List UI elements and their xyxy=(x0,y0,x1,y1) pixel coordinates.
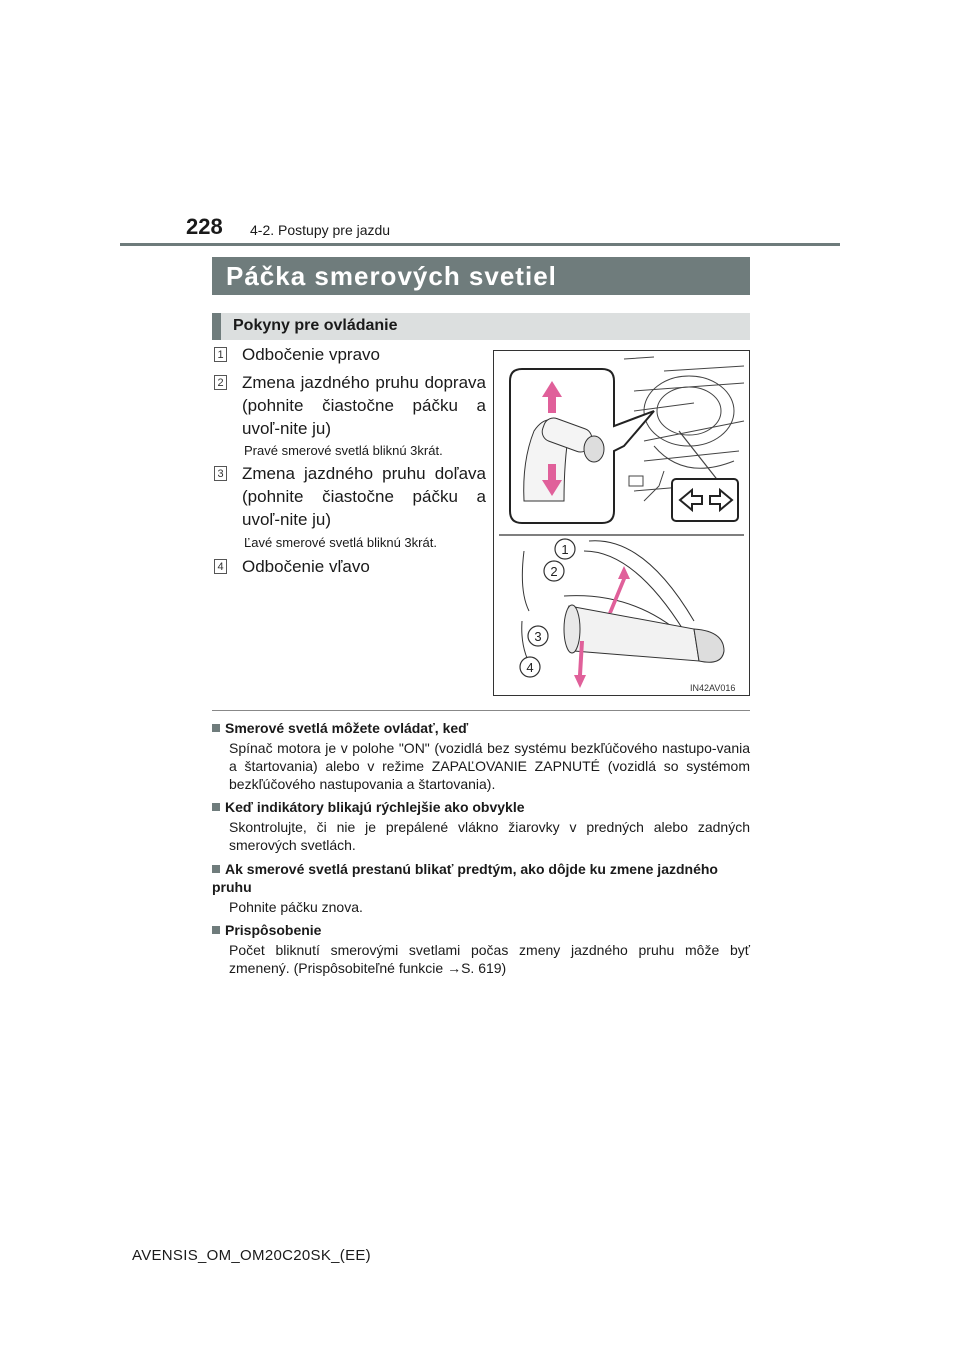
callout-1: 1 xyxy=(561,542,569,557)
page-number: 228 xyxy=(186,214,223,239)
subsection-title: Pokyny pre ovládanie xyxy=(233,317,398,334)
chapter-title: 4-2. Postupy pre jazdu xyxy=(250,222,391,238)
separator-rule xyxy=(212,710,750,711)
bullet-square-icon xyxy=(212,926,220,934)
callout-3: 3 xyxy=(534,629,542,644)
footer-doc-code: AVENSIS_OM_OM20C20SK_(EE) xyxy=(132,1247,371,1264)
note-heading: Smerové svetlá môžete ovládať, keď xyxy=(212,719,752,737)
step-note-3: Ľavé smerové svetlá bliknú 3krát. xyxy=(244,535,437,550)
step-text-2: Zmena jazdného pruhu doprava (pohnite čiastočne páčku a uvoľ-nite ju) xyxy=(242,373,486,438)
bullet-square-icon xyxy=(212,865,220,873)
bullet-square-icon xyxy=(212,803,220,811)
step-note-2: Pravé smerové svetlá bliknú 3krát. xyxy=(244,443,443,458)
note-heading: Keď indikátory blikajú rýchlejšie ako obvykle xyxy=(212,798,752,816)
callout-2: 2 xyxy=(550,564,558,579)
note-heading: Prispôsobenie xyxy=(212,921,752,939)
note-body: Pohnite páčku znova. xyxy=(229,899,363,915)
step-number-3: 3 xyxy=(214,466,227,481)
step-text-1: Odbočenie vpravo xyxy=(242,345,380,364)
note-body: Počet bliknutí smerovými svetlami počas zmeny jazdného pruhu môže byť zmenený. (Prispôsobiteľné funkcie →S. 619) xyxy=(229,942,750,976)
step-text-3: Zmena jazdného pruhu doľava (pohnite čiastočne páčku a uvoľ-nite ju) xyxy=(242,464,486,529)
section-title-bar xyxy=(212,257,750,295)
step-number-4: 4 xyxy=(214,559,227,574)
subsection-title-bar xyxy=(212,313,750,340)
figure-code: IN42AV016 xyxy=(690,683,736,693)
note-body: Skontrolujte, či nie je prepálené vlákno žiarovky v predných alebo zadných smerových svetlách. xyxy=(229,819,750,853)
turn-signal-illustration xyxy=(494,351,749,695)
bullet-square-icon xyxy=(212,724,220,732)
header-rule xyxy=(120,243,840,246)
step-number-2: 2 xyxy=(214,375,227,390)
step-text-4: Odbočenie vľavo xyxy=(242,557,370,576)
note-heading: Ak smerové svetlá prestanú blikať predtým, ako dôjde ku zmene jazdného pruhu xyxy=(212,861,718,895)
note-body: Spínač motora je v polohe "ON" (vozidlá bez systému bezkľúčového nastupo-vania a štartovania) alebo v režime ZAPAĽOVANIE ZAPNUTÉ (vozidlá so systémom bezkľúčového nastupovania a štartovania). xyxy=(229,740,750,792)
step-number-1: 1 xyxy=(214,347,227,362)
turn-signal-figure xyxy=(493,350,750,696)
section-title: Páčka smerových svetiel xyxy=(226,261,557,291)
callout-4: 4 xyxy=(526,660,534,675)
